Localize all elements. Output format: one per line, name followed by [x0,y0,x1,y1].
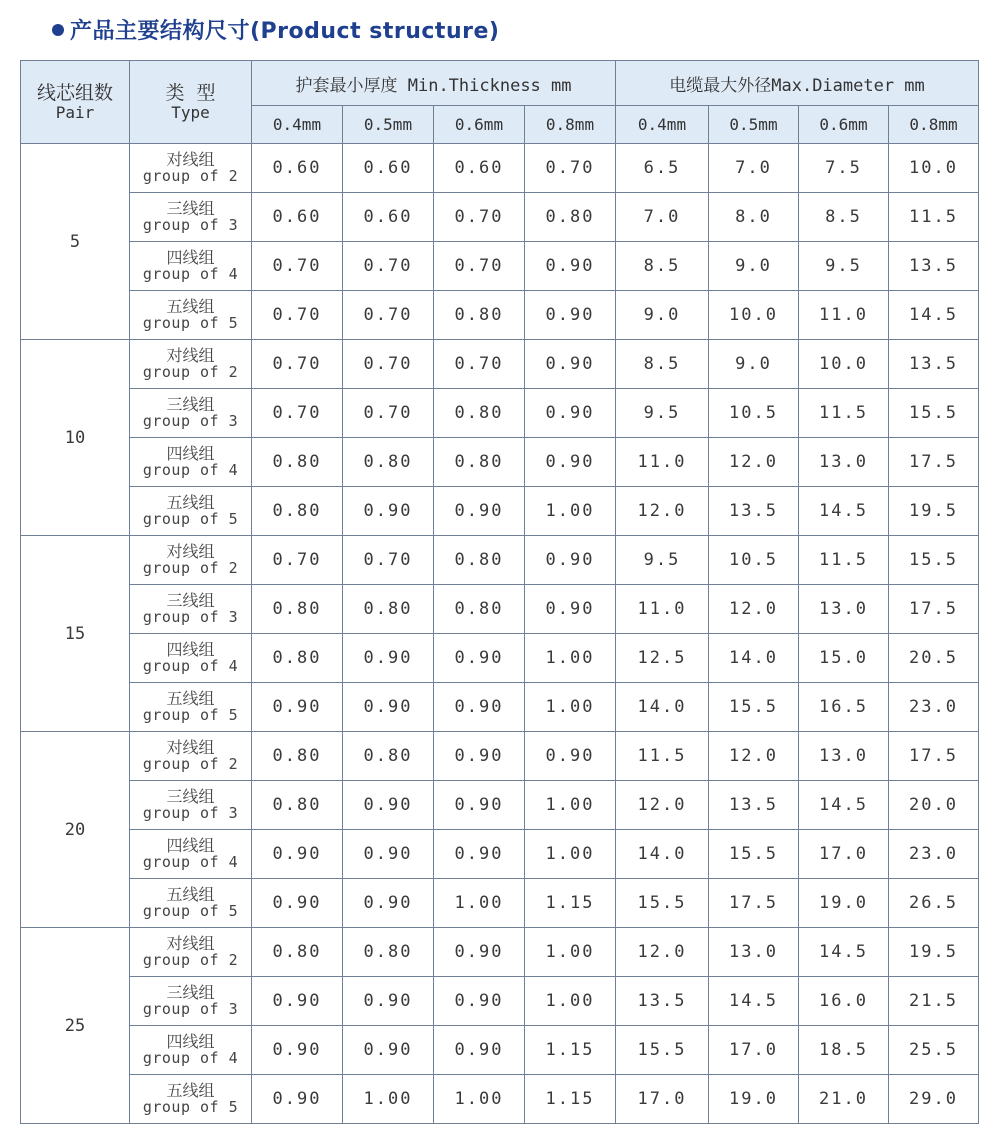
diameter-cell: 17.0 [709,1026,799,1075]
thickness-cell: 0.60 [343,144,434,193]
diameter-cell: 9.5 [616,389,709,438]
type-cn-label: 三线组 [166,591,215,610]
thickness-cell: 0.80 [252,928,343,977]
thickness-cell: 1.00 [525,977,616,1026]
type-en-label: group of 4 [142,853,239,871]
type-cn-label: 五线组 [166,493,215,512]
type-cell [130,242,252,291]
product-structure-table [20,60,979,1124]
diameter-cell: 17.0 [799,830,889,879]
size-header [252,106,343,144]
thickness-cell: 0.70 [343,340,434,389]
type-cell [130,634,252,683]
thickness-cell: 0.80 [343,732,434,781]
thickness-cell: 0.80 [343,928,434,977]
table-row [21,340,979,389]
thickness-cell: 0.90 [434,781,525,830]
diameter-cell: 12.0 [616,928,709,977]
thickness-cell: 0.90 [252,1026,343,1075]
pair-header [21,61,130,144]
type-header-cn: 类 型 [165,82,216,104]
thickness-cell: 0.70 [434,242,525,291]
thickness-cell: 1.00 [434,1075,525,1124]
thickness-cell: 0.90 [343,879,434,928]
pair-header-cn: 线芯组数 [36,82,113,104]
diameter-cell: 12.0 [616,487,709,536]
thickness-cell: 0.70 [343,536,434,585]
thickness-cell: 0.80 [252,487,343,536]
thickness-cell: 0.80 [434,291,525,340]
table-row [21,634,979,683]
type-cell [130,291,252,340]
diameter-cell: 15.5 [616,879,709,928]
type-cn-label: 三线组 [166,983,215,1002]
diameter-cell: 26.5 [889,879,979,928]
type-cell [130,879,252,928]
diameter-cell: 15.5 [889,389,979,438]
table-row [21,683,979,732]
size-label: 0.6mm [454,115,504,134]
diameter-cell: 17.5 [889,732,979,781]
type-cell [130,536,252,585]
diameter-cell: 18.5 [799,1026,889,1075]
thickness-cell: 0.80 [434,585,525,634]
diameter-cell: 9.5 [616,536,709,585]
type-cn-label: 四线组 [166,444,215,463]
thickness-cell: 0.90 [434,487,525,536]
thickness-cell: 0.90 [252,1075,343,1124]
thickness-cell: 0.90 [434,830,525,879]
type-cn-label: 三线组 [166,199,215,218]
type-en-label: group of 5 [142,706,239,724]
thickness-cell: 0.70 [252,389,343,438]
type-en-label: group of 5 [142,314,239,332]
thickness-cell: 0.80 [252,732,343,781]
size-label: 0.8mm [909,115,958,134]
diameter-cell: 10.0 [709,291,799,340]
size-header [434,106,525,144]
thickness-cell: 0.90 [252,830,343,879]
thickness-cell: 0.90 [434,732,525,781]
diameter-cell: 7.0 [616,193,709,242]
pair-cell: 10 [21,340,130,536]
table-row [21,438,979,487]
diameter-cell: 23.0 [889,683,979,732]
thickness-cell: 0.90 [343,977,434,1026]
diameter-cell: 10.0 [799,340,889,389]
type-en-label: group of 3 [142,412,239,430]
table-row [21,977,979,1026]
diameter-cell: 15.5 [709,683,799,732]
table-row [21,928,979,977]
thickness-cell: 0.80 [343,438,434,487]
diameter-cell: 14.0 [709,634,799,683]
thickness-cell: 1.15 [525,1075,616,1124]
diameter-cell: 25.5 [889,1026,979,1075]
thickness-cell: 1.00 [343,1075,434,1124]
diameter-cell: 21.5 [889,977,979,1026]
type-cn-label: 五线组 [166,297,215,316]
thickness-cell: 0.70 [434,340,525,389]
diameter-cell: 23.0 [889,830,979,879]
diameter-cell: 17.5 [889,585,979,634]
diameter-cell: 14.5 [709,977,799,1026]
type-cn-label: 四线组 [166,640,215,659]
size-label: 0.6mm [819,115,868,134]
thickness-cell: 1.15 [525,879,616,928]
diameter-cell: 19.0 [709,1075,799,1124]
diameter-cell: 20.0 [889,781,979,830]
table-row [21,487,979,536]
diameter-cell: 13.0 [799,732,889,781]
thickness-cell: 0.90 [343,1026,434,1075]
thickness-cell: 0.90 [434,634,525,683]
page-title-text: 产品主要结构尺寸(Product structure) [70,19,500,44]
pair-cell: 15 [21,536,130,732]
thickness-cell: 0.90 [343,487,434,536]
pair-cell: 20 [21,732,130,928]
thickness-cell: 0.70 [252,340,343,389]
type-en-label: group of 2 [142,363,239,381]
thickness-cell: 0.70 [525,144,616,193]
type-en-label: group of 4 [142,1049,239,1067]
table-row [21,1075,979,1124]
diameter-cell: 14.0 [616,683,709,732]
type-cell [130,781,252,830]
diameter-cell: 11.0 [799,291,889,340]
thickness-cell: 0.70 [252,536,343,585]
diameter-group-label: 电缆最大外径Max.Diameter mm [669,75,925,96]
type-en-label: group of 2 [142,167,239,185]
type-header [130,61,252,144]
type-en-label: group of 3 [142,1000,239,1018]
diameter-cell: 9.0 [709,340,799,389]
diameter-cell: 21.0 [799,1075,889,1124]
thickness-cell: 0.80 [252,781,343,830]
thickness-cell: 1.00 [525,683,616,732]
thickness-cell: 0.80 [434,389,525,438]
diameter-cell: 13.0 [709,928,799,977]
type-en-label: group of 2 [142,559,239,577]
thickness-cell: 1.00 [525,781,616,830]
diameter-cell: 8.5 [616,242,709,291]
thickness-cell: 0.90 [252,879,343,928]
type-cell [130,340,252,389]
diameter-cell: 13.5 [889,340,979,389]
diameter-cell: 13.0 [799,585,889,634]
diameter-cell: 15.5 [709,830,799,879]
type-cn-label: 对线组 [166,738,215,757]
diameter-cell: 19.0 [799,879,889,928]
table-row [21,144,979,193]
table-row [21,781,979,830]
diameter-cell: 19.5 [889,928,979,977]
diameter-cell: 12.0 [709,585,799,634]
diameter-cell: 16.0 [799,977,889,1026]
size-label: 0.5mm [363,115,413,134]
diameter-cell: 15.5 [616,1026,709,1075]
table-row [21,389,979,438]
size-header [889,106,979,144]
thickness-cell: 0.90 [525,291,616,340]
thickness-cell: 0.80 [343,585,434,634]
diameter-cell: 20.5 [889,634,979,683]
type-en-label: group of 4 [142,657,239,675]
type-en-label: group of 3 [142,804,239,822]
size-label: 0.8mm [545,115,595,134]
diameter-cell: 7.5 [799,144,889,193]
type-cn-label: 对线组 [166,542,215,561]
size-label: 0.4mm [637,115,687,134]
diameter-cell: 11.5 [799,389,889,438]
table-row [21,830,979,879]
bullet-icon [52,24,64,36]
thickness-cell: 1.00 [525,634,616,683]
diameter-cell: 13.5 [709,487,799,536]
size-header [799,106,889,144]
thickness-cell: 0.70 [343,242,434,291]
thickness-cell: 0.60 [343,193,434,242]
thickness-cell: 0.70 [252,291,343,340]
diameter-cell: 11.5 [889,193,979,242]
diameter-cell: 11.0 [616,585,709,634]
diameter-cell: 11.0 [616,438,709,487]
thickness-cell: 0.90 [343,683,434,732]
thickness-cell: 0.80 [252,634,343,683]
diameter-cell: 10.0 [889,144,979,193]
type-cn-label: 四线组 [166,836,215,855]
diameter-cell: 17.0 [616,1075,709,1124]
pair-header-en: Pair [55,103,95,122]
type-en-label: group of 2 [142,951,239,969]
diameter-cell: 19.5 [889,487,979,536]
pair-cell: 25 [21,928,130,1124]
diameter-cell: 13.0 [799,438,889,487]
thickness-group-header [252,61,616,106]
diameter-cell: 17.5 [889,438,979,487]
type-cell [130,487,252,536]
type-cn-label: 三线组 [166,395,215,414]
diameter-cell: 13.5 [889,242,979,291]
thickness-cell: 0.80 [525,193,616,242]
thickness-cell: 0.90 [343,781,434,830]
thickness-cell: 0.90 [434,928,525,977]
type-cn-label: 对线组 [166,150,215,169]
type-cn-label: 对线组 [166,934,215,953]
type-en-label: group of 4 [142,265,239,283]
type-en-label: group of 4 [142,461,239,479]
type-cell [130,144,252,193]
diameter-cell: 16.5 [799,683,889,732]
type-cell [130,438,252,487]
pair-cell: 5 [21,144,130,340]
type-cn-label: 三线组 [166,787,215,806]
table-row [21,193,979,242]
thickness-cell: 0.70 [434,193,525,242]
type-cell [130,1075,252,1124]
thickness-cell: 0.90 [343,830,434,879]
type-cell [130,1026,252,1075]
diameter-cell: 7.0 [709,144,799,193]
diameter-cell: 14.5 [799,487,889,536]
thickness-cell: 0.90 [525,242,616,291]
diameter-cell: 14.5 [799,781,889,830]
diameter-cell: 29.0 [889,1075,979,1124]
type-cell [130,193,252,242]
size-label: 0.5mm [729,115,778,134]
type-cn-label: 五线组 [166,1081,215,1100]
thickness-cell: 0.70 [252,242,343,291]
thickness-cell: 1.00 [434,879,525,928]
diameter-cell: 6.5 [616,144,709,193]
thickness-cell: 0.60 [252,144,343,193]
diameter-cell: 14.5 [889,291,979,340]
diameter-cell: 12.0 [709,732,799,781]
type-header-en: Type [171,103,210,122]
thickness-cell: 1.15 [525,1026,616,1075]
type-cn-label: 四线组 [166,1032,215,1051]
diameter-cell: 12.5 [616,634,709,683]
thickness-cell: 0.70 [343,389,434,438]
size-header [709,106,799,144]
type-cell [130,389,252,438]
type-en-label: group of 3 [142,216,239,234]
table-row [21,242,979,291]
diameter-cell: 9.5 [799,242,889,291]
page-title [52,14,499,45]
diameter-cell: 14.5 [799,928,889,977]
thickness-cell: 0.60 [434,144,525,193]
type-cell [130,830,252,879]
diameter-cell: 15.5 [889,536,979,585]
table-row [21,291,979,340]
diameter-cell: 8.5 [799,193,889,242]
size-header [343,106,434,144]
type-en-label: group of 5 [142,510,239,528]
thickness-cell: 0.90 [525,536,616,585]
type-en-label: group of 3 [142,608,239,626]
type-cn-label: 对线组 [166,346,215,365]
type-en-label: group of 5 [142,1098,239,1116]
size-header [616,106,709,144]
type-cell [130,683,252,732]
diameter-cell: 17.5 [709,879,799,928]
thickness-cell: 1.00 [525,928,616,977]
type-cn-label: 四线组 [166,248,215,267]
type-en-label: group of 2 [142,755,239,773]
diameter-cell: 8.0 [709,193,799,242]
thickness-cell: 0.80 [252,585,343,634]
thickness-cell: 0.60 [252,193,343,242]
thickness-cell: 0.90 [525,585,616,634]
table-row [21,732,979,781]
diameter-cell: 14.0 [616,830,709,879]
table-body [21,144,979,1124]
diameter-cell: 12.0 [709,438,799,487]
size-label: 0.4mm [272,115,322,134]
header-row-1 [21,61,979,106]
type-en-label: group of 5 [142,902,239,920]
thickness-cell: 0.90 [252,683,343,732]
thickness-cell: 0.90 [434,683,525,732]
thickness-cell: 0.90 [525,389,616,438]
thickness-cell: 0.80 [252,438,343,487]
thickness-cell: 0.90 [525,340,616,389]
thickness-cell: 0.90 [525,438,616,487]
table-row [21,1026,979,1075]
table-row [21,585,979,634]
thickness-cell: 0.90 [434,1026,525,1075]
thickness-cell: 0.90 [343,634,434,683]
diameter-cell: 8.5 [616,340,709,389]
thickness-cell: 1.00 [525,487,616,536]
diameter-group-header [616,61,979,106]
diameter-cell: 10.5 [709,389,799,438]
table-row [21,536,979,585]
thickness-cell: 0.90 [252,977,343,1026]
type-cell [130,928,252,977]
type-cell [130,977,252,1026]
thickness-cell: 0.90 [434,977,525,1026]
table-row [21,879,979,928]
diameter-cell: 11.5 [799,536,889,585]
diameter-cell: 9.0 [616,291,709,340]
thickness-cell: 1.00 [525,830,616,879]
thickness-cell: 0.80 [434,536,525,585]
diameter-cell: 10.5 [709,536,799,585]
diameter-cell: 13.5 [616,977,709,1026]
diameter-cell: 12.0 [616,781,709,830]
diameter-cell: 15.0 [799,634,889,683]
type-cell [130,732,252,781]
diameter-cell: 9.0 [709,242,799,291]
thickness-group-label: 护套最小厚度 Min.Thickness mm [295,75,572,96]
diameter-cell: 13.5 [709,781,799,830]
thickness-cell: 0.70 [343,291,434,340]
type-cell [130,585,252,634]
thickness-cell: 0.90 [525,732,616,781]
thickness-cell: 0.80 [434,438,525,487]
type-cn-label: 五线组 [166,689,215,708]
diameter-cell: 11.5 [616,732,709,781]
type-cn-label: 五线组 [166,885,215,904]
size-header [525,106,616,144]
